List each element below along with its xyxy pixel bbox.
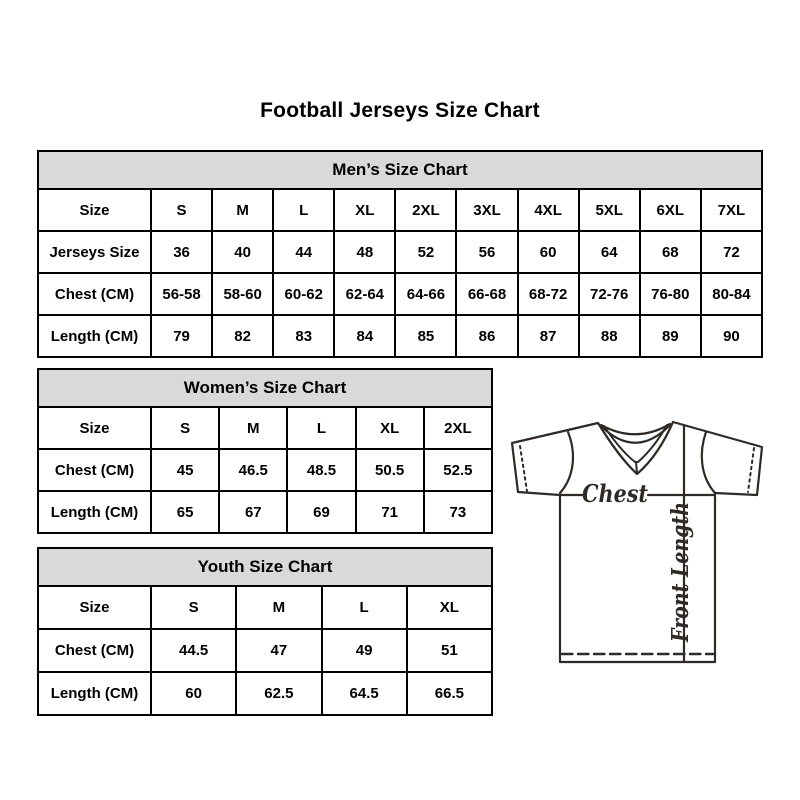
value-cell: 66-68 — [456, 273, 517, 315]
size-column-header: XL — [407, 586, 492, 629]
table-row — [38, 315, 762, 357]
row-label: Length (CM) — [38, 315, 151, 357]
value-cell: 68 — [640, 231, 701, 273]
table-row — [38, 491, 492, 533]
sleeve-seam-left — [560, 432, 573, 493]
size-column-header: 6XL — [640, 189, 701, 231]
value-cell: 51 — [407, 629, 492, 672]
mens-size-table — [37, 150, 763, 358]
size-column-header: M — [219, 407, 287, 449]
table-row — [38, 449, 492, 491]
value-cell: 71 — [356, 491, 424, 533]
sleeve-stitch-left-dotted-line — [520, 446, 527, 491]
value-cell: 49 — [322, 629, 407, 672]
size-column-header: XL — [334, 189, 395, 231]
value-cell: 56-58 — [151, 273, 212, 315]
value-cell: 64.5 — [322, 672, 407, 715]
row-label: Length (CM) — [38, 672, 151, 715]
size-column-header: 4XL — [518, 189, 579, 231]
size-column-header: M — [212, 189, 273, 231]
size-header-row — [38, 407, 492, 449]
value-cell: 64 — [579, 231, 640, 273]
size-column-header: 7XL — [701, 189, 762, 231]
value-cell: 67 — [219, 491, 287, 533]
value-cell: 87 — [518, 315, 579, 357]
womens-size-table — [37, 368, 493, 534]
chest-label: Chest — [582, 479, 648, 508]
row-label: Chest (CM) — [38, 449, 151, 491]
value-cell: 62-64 — [334, 273, 395, 315]
table-title: Women’s Size Chart — [38, 369, 492, 407]
jersey-measurement-diagram — [505, 400, 775, 670]
corner-header: Size — [38, 189, 151, 231]
row-label: Chest (CM) — [38, 273, 151, 315]
value-cell: 52 — [395, 231, 456, 273]
value-cell: 73 — [424, 491, 492, 533]
size-column-header: 5XL — [579, 189, 640, 231]
value-cell: 36 — [151, 231, 212, 273]
value-cell: 48 — [334, 231, 395, 273]
size-column-header: XL — [356, 407, 424, 449]
value-cell: 83 — [273, 315, 334, 357]
value-cell: 72-76 — [579, 273, 640, 315]
corner-header: Size — [38, 586, 151, 629]
table-title-row — [38, 151, 762, 189]
corner-header: Size — [38, 407, 151, 449]
collar-curves — [601, 424, 670, 443]
value-cell: 58-60 — [212, 273, 273, 315]
table-row — [38, 672, 492, 715]
size-column-header: S — [151, 586, 236, 629]
size-column-header: S — [151, 407, 219, 449]
value-cell: 84 — [334, 315, 395, 357]
size-column-header: S — [151, 189, 212, 231]
value-cell: 48.5 — [287, 449, 355, 491]
row-label: Jerseys Size — [38, 231, 151, 273]
jersey-outline — [512, 422, 762, 662]
value-cell: 46.5 — [219, 449, 287, 491]
size-column-header: M — [236, 586, 321, 629]
row-label: Length (CM) — [38, 491, 151, 533]
value-cell: 76-80 — [640, 273, 701, 315]
page-title: Football Jerseys Size Chart — [260, 99, 540, 122]
value-cell: 64-66 — [395, 273, 456, 315]
table-title: Men’s Size Chart — [38, 151, 762, 189]
value-cell: 69 — [287, 491, 355, 533]
value-cell: 44 — [273, 231, 334, 273]
value-cell: 90 — [701, 315, 762, 357]
value-cell: 44.5 — [151, 629, 236, 672]
table-row — [38, 231, 762, 273]
table-title-row — [38, 548, 492, 586]
value-cell: 40 — [212, 231, 273, 273]
value-cell: 60 — [518, 231, 579, 273]
value-cell: 60-62 — [273, 273, 334, 315]
size-column-header: 2XL — [395, 189, 456, 231]
value-cell: 65 — [151, 491, 219, 533]
table-row — [38, 629, 492, 672]
size-column-header: L — [322, 586, 407, 629]
table-row — [38, 273, 762, 315]
table-title-row — [38, 369, 492, 407]
row-label: Chest (CM) — [38, 629, 151, 672]
table-title: Youth Size Chart — [38, 548, 492, 586]
value-cell: 88 — [579, 315, 640, 357]
size-table — [37, 368, 493, 534]
value-cell: 50.5 — [356, 449, 424, 491]
size-column-header: 3XL — [456, 189, 517, 231]
value-cell: 86 — [456, 315, 517, 357]
size-column-header: L — [287, 407, 355, 449]
value-cell: 85 — [395, 315, 456, 357]
value-cell: 62.5 — [236, 672, 321, 715]
youth-size-table — [37, 547, 493, 716]
value-cell: 66.5 — [407, 672, 492, 715]
value-cell: 89 — [640, 315, 701, 357]
size-header-row — [38, 586, 492, 629]
value-cell: 80-84 — [701, 273, 762, 315]
size-table — [37, 547, 493, 716]
size-table — [37, 150, 763, 358]
value-cell: 82 — [212, 315, 273, 357]
value-cell: 56 — [456, 231, 517, 273]
value-cell: 79 — [151, 315, 212, 357]
size-header-row — [38, 189, 762, 231]
value-cell: 52.5 — [424, 449, 492, 491]
value-cell: 68-72 — [518, 273, 579, 315]
sleeve-stitch-right-dotted-line — [748, 448, 754, 492]
size-column-header: L — [273, 189, 334, 231]
size-column-header: 2XL — [424, 407, 492, 449]
value-cell: 72 — [701, 231, 762, 273]
value-cell: 45 — [151, 449, 219, 491]
sleeve-seam-right — [702, 432, 715, 493]
jersey-diagram-svg — [505, 400, 775, 670]
value-cell: 47 — [236, 629, 321, 672]
front-length-label: Front Length — [667, 472, 694, 642]
value-cell: 60 — [151, 672, 236, 715]
